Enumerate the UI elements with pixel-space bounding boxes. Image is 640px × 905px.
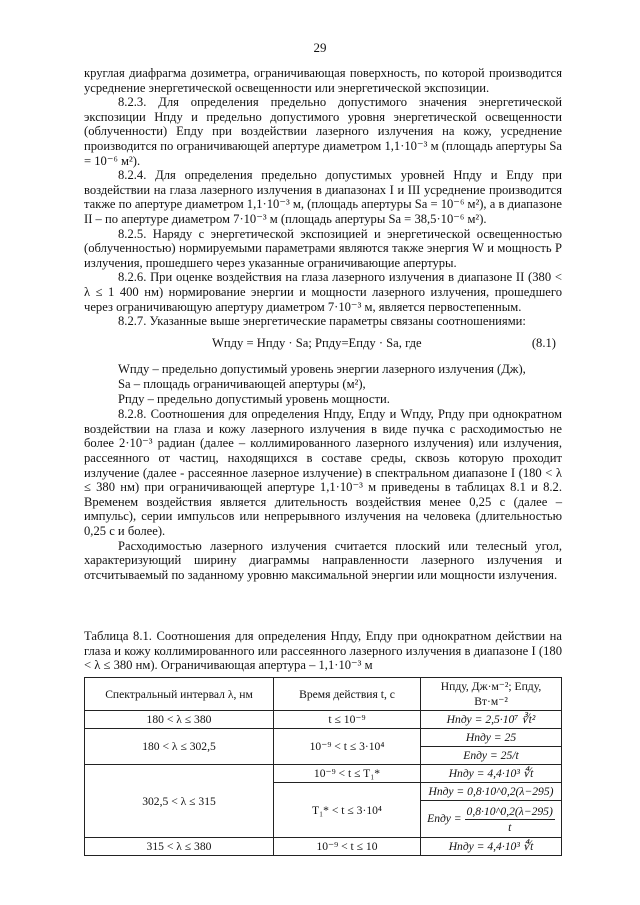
definitions-list (84, 362, 562, 407)
table-header-row (85, 678, 562, 711)
paragraph-continuation: круглая диафрагма дозиметра, ограничивающая поверхность, по которой производится усреднение энергетической освещенности или энергетической экспозиции. (84, 66, 562, 95)
formula-number: (8.1) (531, 335, 556, 350)
table-cell-time: 10⁻⁹ < t ≤ 3·10⁴ (274, 729, 421, 765)
table-row (85, 765, 562, 783)
table-cell-value: Hпду = 0,8·10^0,2(λ−295) (421, 783, 562, 801)
paragraph-8-2-6: 8.2.6. При оценке воздействия на глаза лазерного излучения в диапазоне II (380 < λ ≤ 1 400 нм) нормирование энергии и мощности лазерного излучения, прошедшего через ограничивающую апертуру диаметром 7·10⁻³ м, является первостепенным. (84, 270, 562, 314)
paragraph-8-2-5: 8.2.5. Наряду с энергетической экспозицией и энергетической освещенностью (облученностью) нормируемыми параметрами являются также энергия W и мощность P излучения, прошедшего через указанные ограничивающие апертуры. (84, 226, 562, 270)
paragraph-8-2-8: 8.2.8. Соотношения для определения Hпду, Eпду и Wпду, Pпду при однократном воздействии на глаза и кожу лазерного излучения в виде пучка с расходимостью не более 2·10⁻³ радиан (далее – коллимированного лазерного излучения) или излучения, рассеянного от частиц, находящихся в составе среды, сквозь которую проходит излучение (далее - рассеянное лазерное излучение) в спектральном диапазоне I (180 < λ ≤ 380 нм) при ограничивающей апертуре 1,1·10⁻³ м приведены в таблицах 8.1 и 8.2. Временем воздействия является длительность воздействия менее 0,25 с (далее – импульс), серии импульсов или непрерывного излучения на человека (длительностью 0,25 с и более). (84, 407, 562, 539)
table-cell-value: Hпду = 25 (421, 729, 562, 747)
paragraph-8-2-3: 8.2.3. Для определения предельно допустимого значения энергетической экспозиции Hпду и предельно допустимого уровня энергетической освещенности (облученности) Eпду при воздействии лазерного излучения на кожу, усреднение производится по ограничивающей апертуре диаметром 1,1·10⁻³ м (площадь апертуры Sa = 10⁻⁶ м²). (84, 95, 562, 168)
formula-text: Wпду = Hпду · Sa; Pпду=Eпду · Sa, где (212, 335, 422, 350)
fraction-lhs: Eпду = (427, 811, 462, 825)
paragraph-8-2-4: 8.2.4. Для определения предельно допустимых уровней Hпду и Eпду при воздействии на глаза лазерного излучения в диапазонах I и III усреднение производится также по апертуре диаметром 1,1·10⁻³ м, (площадь апертуры Sa = 10⁻⁶ м²), а в диапазоне II – по апертуре диаметром 7·10⁻³ м (площадь апертуры Sa = 38,5·10⁻⁶ м²). (84, 168, 562, 226)
table-cell-value: Hпду = 4,4·10³ ∜t (421, 765, 562, 783)
fraction-denominator: t (508, 820, 512, 834)
table-caption: Таблица 8.1. Соотношения для определения Hпду, Eпду при однократном действии на глаза и кожу коллимированного или рассеянного лазерного излучения в диапазоне I (180 < λ ≤ 380 нм). Ограничивающая апертура – 1,1·10⁻³ м (84, 629, 562, 673)
definition-item: Wпду – предельно допустимый уровень энергии лазерного излучения (Дж), (118, 362, 526, 377)
table-cell-value-fraction (421, 801, 562, 838)
table-header-cell: Время действия t, с (274, 678, 421, 711)
page-number: 29 (313, 40, 327, 55)
fraction-numerator: 0,8·10^0,2(λ−295) (466, 804, 553, 818)
table-header-cell: Hпду, Дж·м⁻²; Eпду, Вт·м⁻² (421, 678, 562, 711)
definition-item: Sa – площадь ограничивающей апертуры (м²), (118, 377, 366, 392)
paragraph-divergence: Расходимостью лазерного излучения считается плоский или телесный угол, характеризующий ширину диаграммы направленности лазерного излучения и отсчитываемый по заданному уровню максимальной энергии или мощности излучения. (84, 538, 562, 582)
table-cell-range: 180 < λ ≤ 380 (85, 711, 274, 729)
table-cell-time: 10⁻⁹ < t ≤ T₁* (274, 765, 421, 783)
table-row (85, 729, 562, 747)
table-cell-range: 302,5 < λ ≤ 315 (85, 765, 274, 838)
table-cell-time: T₁* < t ≤ 3·10⁴ (274, 783, 421, 838)
table-cell-range: 315 < λ ≤ 380 (85, 838, 274, 856)
table-cell-time: 10⁻⁹ < t ≤ 10 (274, 838, 421, 856)
fraction (465, 804, 555, 835)
table-cell-time: t ≤ 10⁻⁹ (274, 711, 421, 729)
table-cell-range: 180 < λ ≤ 302,5 (85, 729, 274, 765)
table-cell-value: Hпду = 2,5·10⁷ ∛t² (421, 711, 562, 729)
table-cell-value: Eпду = 25/t (421, 747, 562, 765)
table-row (85, 711, 562, 729)
table-header-cell: Спектральный интервал λ, нм (85, 678, 274, 711)
body-text (84, 66, 562, 582)
paragraph-8-2-7: 8.2.7. Указанные выше энергетические параметры связаны соотношениями: (118, 314, 526, 329)
table-cell-value: Hпду = 4,4·10³ ∜t (421, 838, 562, 856)
formula-8-1 (84, 336, 562, 351)
definition-item: Pпду – предельно допустимый уровень мощности. (118, 392, 390, 407)
table-8-1 (84, 677, 562, 856)
table-row (85, 838, 562, 856)
